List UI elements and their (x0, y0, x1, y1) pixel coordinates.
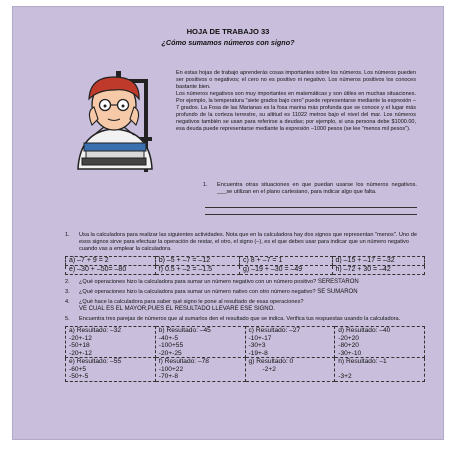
table-row (66, 327, 425, 358)
result-label: a) Resultado: –32 (69, 327, 122, 334)
question-number: 3. (65, 289, 70, 295)
intro-paragraph: Los números negativos son muy importantes en matemáticas y son útiles en muchas situaciones. Por ejemplo, la temperatura "siete grados bajo cero" puede representarse mediante la expresión –7 grados. La Fosa de las Marianas es la fosa marina más profunda que se conoce y el lugar más profundo de la corteza terrestre, su altitud es 11022 metros bajo el nivel del mar. Los números negativos también se usan para referirse a deudas; por ejemplo, si una persona debe $1000.00, esa deuda puede representarse mediante la expresión –1000 pesos (se lee "menos mil pesos"). (176, 91, 416, 132)
question-use-calculator (65, 232, 425, 253)
result-label: b) Resultado: –45 (158, 327, 211, 334)
pair-text: -60+5 (69, 365, 87, 373)
question-number: 2. (65, 279, 70, 285)
question-text: ¿Qué operaciones hizo la calculadora para sumar un número negativo con un número positivo? (79, 279, 317, 285)
table-row (66, 358, 425, 382)
result-cell (335, 358, 425, 382)
pair-text (338, 366, 421, 374)
pair-text: -30+-10 (338, 349, 362, 357)
worksheet-title: HOJA DE TRABAJO 33 (186, 27, 270, 36)
pair-text: -20+-12 (69, 334, 92, 342)
question-number: 5. (65, 316, 70, 322)
question-number: 1. (203, 182, 208, 188)
worksheet-page (12, 6, 444, 440)
pair-text: -20+20 (338, 334, 359, 342)
question-4 (65, 299, 425, 313)
answer-text: VE CUAL ES EL MAYOR,PUES EL RESULTADO LLEVARE ESE SIGNO. (79, 306, 275, 312)
results-table (65, 326, 425, 382)
question-number: 4. (65, 299, 70, 305)
question-5 (65, 316, 425, 323)
intro-text (176, 70, 416, 133)
result-label: c) Resultado: –27 (248, 327, 301, 334)
pair-text: -3+2 (338, 373, 352, 380)
intro-paragraph: En estas hojas de trabajo aprenderás cosas importantes sobre los números. Los números pueden ser positivos o negativos; el cero no es positivo ni negativo. Los números positivos los conoces bastante bien. (176, 70, 416, 90)
pair-text: -70+-8 (158, 373, 178, 380)
answer-text: SE SUMARON (317, 289, 358, 295)
operations-table (65, 256, 425, 275)
answer-line (205, 214, 417, 215)
question-text: ¿Qué operaciones hizo la calculadora para sumar un número nativo con otro número negativo? (79, 289, 316, 295)
result-label: g) Resultado: 0 (248, 358, 294, 365)
pair-text: -100+55 (158, 342, 184, 349)
result-cell (66, 327, 156, 358)
table-row (66, 266, 425, 275)
table-cell: c) 8 + –7 = 1 (240, 257, 332, 266)
pair-text: -30+3 (248, 342, 266, 349)
result-cell (245, 327, 335, 358)
pair-text (249, 373, 332, 381)
pair-text: -80+20 (338, 342, 359, 349)
pair-text: -10+-17 (248, 334, 272, 342)
question-1 (203, 182, 417, 197)
table-row (66, 257, 425, 266)
table-cell: f) 0.5 + –2 = –1.5 (155, 266, 239, 275)
question-text: Encuentra tres parejas de números que al sumarlos den el resultado que se indica. Verifica tus respuestas usando la calculadora. (79, 316, 401, 322)
pair-text: -20+-12 (69, 349, 92, 357)
pair-text: -50+-5 (69, 373, 89, 380)
question-text: ¿Qué hace la calculadora para saber qué signo le pone al resultado de esas operaciones? (79, 299, 304, 305)
table-cell: d) –15 + –17 = –32 (332, 257, 425, 266)
table-cell: b) –5 + –7 = –12 (155, 257, 239, 266)
student-illustration (64, 69, 164, 174)
pair-text: -40+-5 (158, 334, 178, 342)
pair-text: -19+-8 (248, 349, 268, 357)
table-cell: e) –30 + –50= –80 (66, 266, 156, 275)
table-cell: g) –19 + –30 = –49 (240, 266, 332, 275)
question-2 (65, 279, 425, 286)
result-cell (245, 358, 335, 382)
pair-text: -50+18 (69, 342, 90, 349)
result-cell (155, 327, 245, 358)
worksheet-subtitle: ¿Cómo sumamos números con signo? (161, 38, 295, 47)
pair-text: -20+-25 (158, 349, 182, 357)
pair-text: -2+2 (262, 365, 276, 373)
question-number: 1. (65, 232, 70, 238)
question-text: Encuentra otras situaciones en que puedan usarse los números negativos. ___se utilizan en el plano cartesiano, para indicar algo que falta. (217, 182, 417, 196)
table-cell: a) –7 + 9 = 2 (66, 257, 156, 266)
result-label: f) Resultado: –78 (158, 358, 209, 365)
question-3 (65, 289, 425, 296)
result-cell (335, 327, 425, 358)
result-cell (155, 358, 245, 382)
result-label: h) Resultado: –1 (338, 358, 387, 365)
activities (65, 232, 425, 382)
question-text: Usa la calculadora para realizar las siguientes actividades. Nota que en la calculadora hay dos signos que representan "menos". Uno de esos signos sirve para efectuar la operación de restar, el otro, el signo (–), es el que debes usar para indicar que un número negativo cuando vas a emplear la calculadora. (79, 232, 417, 252)
table-cell: h) –72 + 30 = –42 (332, 266, 425, 275)
result-label: d) Resultado: –40 (338, 327, 391, 334)
result-cell (66, 358, 156, 382)
answer-text: SERESTARON (317, 279, 359, 285)
answer-line (205, 207, 417, 208)
result-label: e) Resultado: –55 (69, 358, 122, 365)
pair-text: -100+22 (158, 365, 184, 373)
